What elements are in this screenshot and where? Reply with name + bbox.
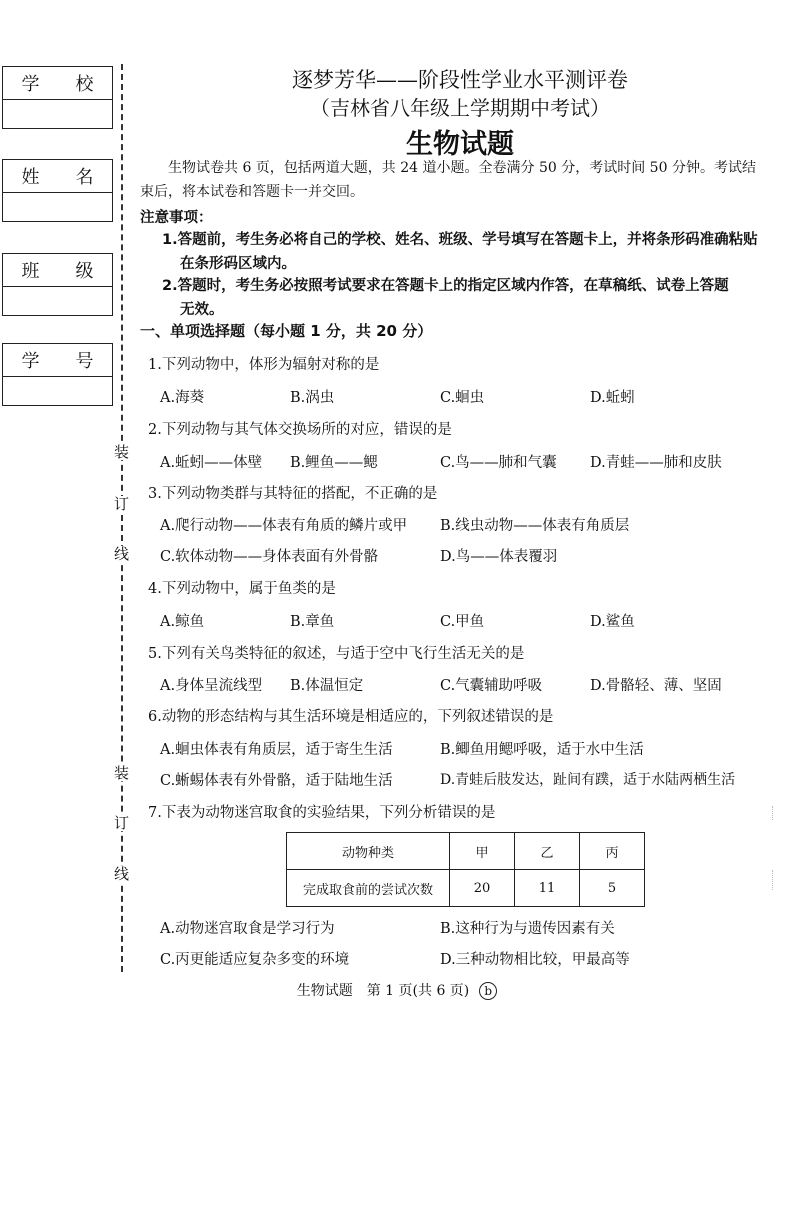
table-header-cell: 丙 [580,833,645,870]
q3-option-a[interactable]: A.爬行动物——体表有角质的鳞片或甲 [160,518,408,534]
exam-series-title: 逐梦芳华——阶段性学业水平测评卷 [292,68,628,92]
page-title: 生物试题 [406,129,514,160]
q5-option-b[interactable]: B.体温恒定 [290,678,364,694]
note-2b: 无效。 [180,302,224,318]
q4-option-b[interactable]: B.章鱼 [290,614,335,630]
q2-option-a[interactable]: A.蚯蚓——体壁 [160,455,263,471]
footer-text: 生物试题 第 1 页(共 6 页) [296,983,470,999]
table-cell: 11 [515,870,580,907]
question-5-stem: 5.下列有关鸟类特征的叙述，与适于空中飞行生活无关的是 [148,646,525,662]
question-2-stem: 2.下列动物与其气体交换场所的对应，错误的是 [148,422,452,438]
notes-heading: 注意事项： [140,210,213,226]
q7-option-d[interactable]: D.三种动物相比较，甲最高等 [440,952,630,968]
number-label: 学 号 [3,344,112,377]
table-row [287,870,645,907]
q4-option-d[interactable]: D.鲨鱼 [590,614,635,630]
binding-char: 装 [114,764,130,782]
question-4-stem: 4.下列动物中，属于鱼类的是 [148,581,336,597]
q6-option-d[interactable]: D.青蛙后肢发达，趾间有蹼，适于水陆两栖生活 [440,772,736,788]
name-label: 姓 名 [3,160,112,193]
q6-option-a[interactable]: A.蛔虫体表有角质层，适于寄生生活 [160,742,393,758]
q6-option-b[interactable]: B.鲫鱼用鳃呼吸，适于水中生活 [440,742,644,758]
table-row [287,833,645,870]
q2-option-d[interactable]: D.青蛙——肺和皮肤 [590,455,722,471]
table-cell: 20 [450,870,515,907]
number-box [2,343,113,406]
q1-option-c[interactable]: C.蛔虫 [440,390,485,406]
q3-option-b[interactable]: B.线虫动物——体表有角质层 [440,518,630,534]
binding-char: 线 [114,545,130,563]
name-field[interactable] [3,193,112,221]
q1-option-d[interactable]: D.蚯蚓 [590,390,635,406]
edge-mark [772,806,774,820]
exam-subtitle: （吉林省八年级上学期期中考试） [310,96,610,120]
binding-char: 装 [114,443,130,461]
school-box [2,66,113,129]
q2-option-c[interactable]: C.鸟——肺和气囊 [440,455,557,471]
q5-option-a[interactable]: A.身体呈流线型 [160,678,263,694]
q7-option-c[interactable]: C.丙更能适应复杂多变的环境 [160,952,350,968]
table-header-cell: 甲 [450,833,515,870]
page-footer [0,980,794,1000]
binding-char: 订 [114,495,130,513]
section-heading: 一、单项选择题（每小题 1 分，共 20 分） [140,322,433,340]
question-7-stem: 7.下表为动物迷宫取食的实验结果，下列分析错误的是 [148,805,496,821]
note-1b: 在条形码区域内。 [180,256,296,272]
table-cell: 5 [580,870,645,907]
intro-line-2: 束后，将本试卷和答题卡一并交回。 [140,184,364,200]
q6-option-c[interactable]: C.蜥蜴体表有外骨骼，适于陆地生活 [160,773,393,789]
q5-option-d[interactable]: D.骨骼轻、薄、坚固 [590,678,722,694]
note-2a: 2.答题时，考生务必按照考试要求在答题卡上的指定区域内作答，在草稿纸、试卷上答题 [162,278,729,294]
class-field[interactable] [3,287,112,315]
question-6-stem: 6.动物的形态结构与其生活环境是相适应的，下列叙述错误的是 [148,709,554,725]
version-mark: b [479,982,497,1000]
class-box [2,253,113,316]
note-1a: 1.答题前，考生务必将自己的学校、姓名、班级、学号填写在答题卡上，并将条形码准确粘贴 [162,232,758,248]
q3-option-d[interactable]: D.鸟——体表覆羽 [440,549,558,565]
table-cell: 完成取食前的尝试次数 [287,870,450,907]
q3-option-c[interactable]: C.软体动物——身体表面有外骨骼 [160,549,379,565]
intro-line-1: 生物试卷共 6 页，包括两道大题，共 24 道小题。全卷满分 50 分，考试时间 50 分钟。考试结 [168,160,756,176]
table-header-cell: 乙 [515,833,580,870]
school-field[interactable] [3,100,112,128]
q5-option-c[interactable]: C.气囊辅助呼吸 [440,678,543,694]
experiment-table [286,832,645,907]
q2-option-b[interactable]: B.鲤鱼——鳃 [290,455,378,471]
binding-line [121,64,123,972]
binding-char: 线 [114,865,130,883]
school-label: 学 校 [3,67,112,100]
q1-option-b[interactable]: B.涡虫 [290,390,335,406]
q7-option-b[interactable]: B.这种行为与遗传因素有关 [440,921,615,937]
number-field[interactable] [3,377,112,405]
table-header-cell: 动物种类 [287,833,450,870]
q1-option-a[interactable]: A.海葵 [160,390,205,406]
class-label: 班 级 [3,254,112,287]
name-box [2,159,113,222]
question-3-stem: 3.下列动物类群与其特征的搭配，不正确的是 [148,486,438,502]
q7-option-a[interactable]: A.动物迷宫取食是学习行为 [160,921,335,937]
q4-option-c[interactable]: C.甲鱼 [440,614,485,630]
edge-mark [772,870,774,890]
q4-option-a[interactable]: A.鲸鱼 [160,614,205,630]
binding-char: 订 [114,814,130,832]
question-1-stem: 1.下列动物中，体形为辐射对称的是 [148,357,380,373]
